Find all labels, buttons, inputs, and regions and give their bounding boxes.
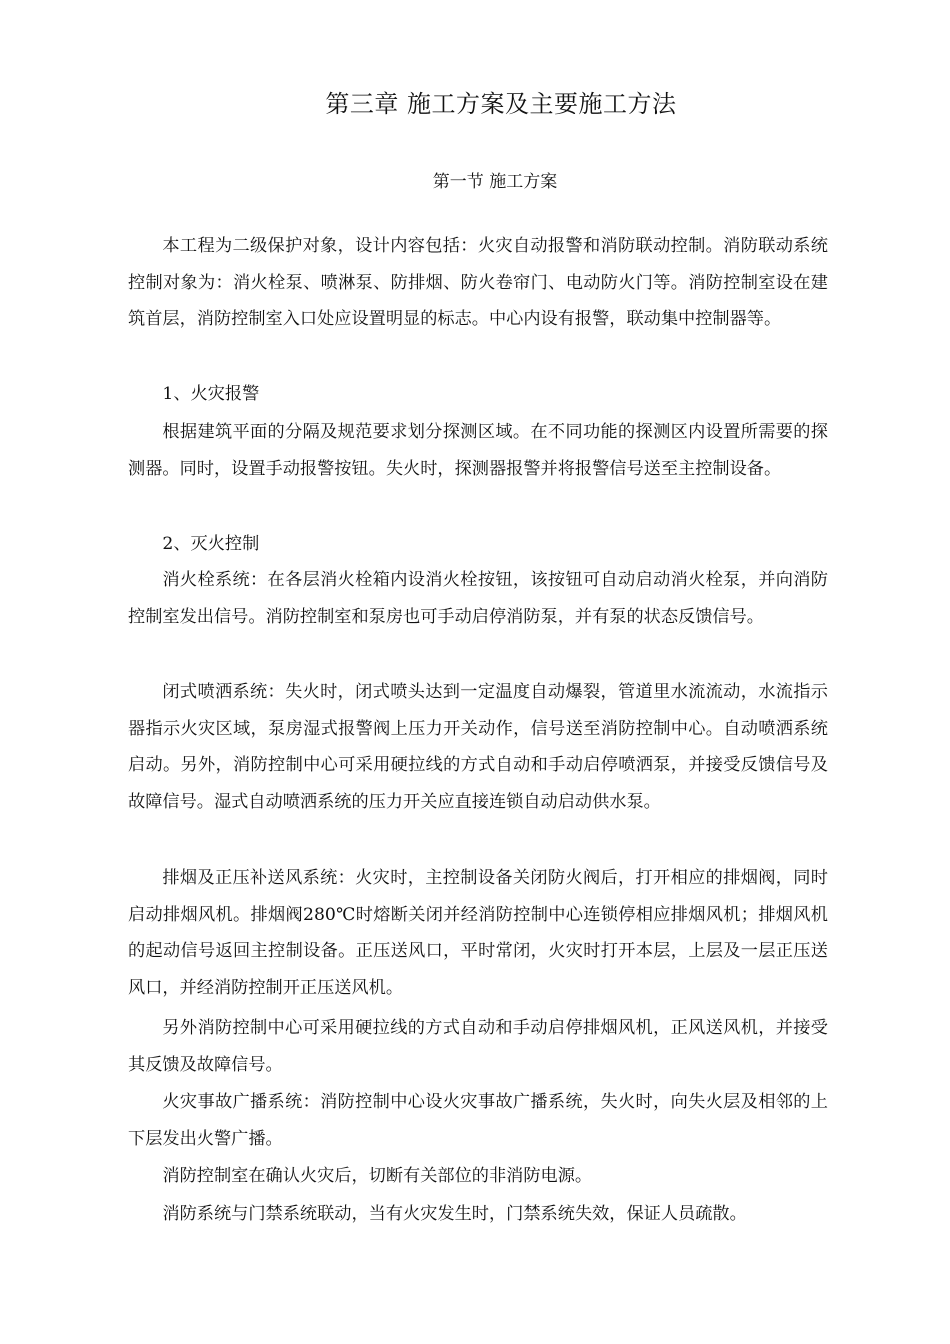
section-title: 第一节 施工方案 [432, 172, 558, 192]
paragraph-sprinkler-system: 闭式喷洒系统：失火时，闭式喷头达到一定温度自动爆裂，管道里水流流动，水流指示器指示火灾区域，泵房湿式报警阀上压力开关动作，信号送至消防控制中心。自动喷洒系统启动。另外，消防控制中心可采用硬拉线的方式自动和手动启停喷洒泵，并接受反馈信号及故障信号。湿式自动喷洒系统的压力开关应直接连锁自动启动供水泵。 [128, 682, 828, 812]
heading-fire-alarm: 1、火灾报警 [162, 384, 260, 404]
paragraph-intro: 本工程为二级保护对象，设计内容包括：火灾自动报警和消防联动控制。消防联动系统控制对象为：消火栓泵、喷淋泵、防排烟、防火卷帘门、电动防火门等。消防控制室设在建筑首层，消防控制室入口处应设置明显的标志。中心内设有报警，联动集中控制器等。 [128, 236, 828, 329]
paragraph-fire-alarm: 根据建筑平面的分隔及规范要求划分探测区域。在不同功能的探测区内设置所需要的探测器。同时，设置手动报警按钮。失火时，探测器报警并将报警信号送至主控制设备。 [128, 422, 828, 479]
paragraph-hydrant-system: 消火栓系统：在各层消火栓箱内设消火栓按钮，该按钮可自动启动消火栓泵，并向消防控制室发出信号。消防控制室和泵房也可手动启停消防泵，并有泵的状态反馈信号。 [128, 570, 828, 627]
paragraph-access-control: 消防系统与门禁系统联动，当有火灾发生时，门禁系统失效，保证人员疏散。 [162, 1204, 747, 1224]
paragraph-smoke-exhaust-system: 排烟及正压补送风系统：火灾时，主控制设备关闭防火阀后，打开相应的排烟阀，同时启动排烟风机。排烟阀280℃时熔断关闭并经消防控制中心连锁停相应排烟风机；排烟风机的起动信号返回主控制设备。正压送风口，平时常闭，火灾时打开本层，上层及一层正压送风口，并经消防控制开正压送风机。 [128, 868, 828, 998]
paragraph-manual-control: 另外消防控制中心可采用硬拉线的方式自动和手动启停排烟风机，正风送风机，并接受其反馈及故障信号。 [128, 1018, 828, 1075]
paragraph-power-cut: 消防控制室在确认火灾后，切断有关部位的非消防电源。 [162, 1166, 593, 1186]
chapter-title: 第三章 施工方案及主要施工方法 [325, 90, 677, 118]
paragraph-broadcast-system: 火灾事故广播系统：消防控制中心设火灾事故广播系统，失火时，向失火层及相邻的上下层发出火警广播。 [128, 1092, 828, 1149]
heading-extinguish-control: 2、灭火控制 [162, 534, 260, 554]
